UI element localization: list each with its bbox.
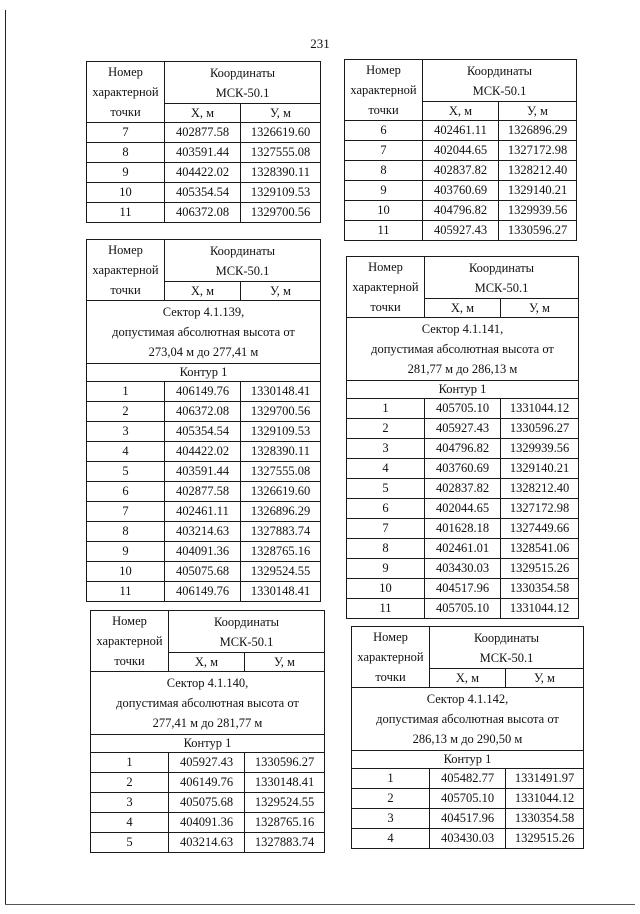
table-row: 11 405705.10 1331044.12	[347, 599, 579, 619]
page-number: 231	[310, 36, 330, 51]
table-row: 3 404517.96 1330354.58	[352, 809, 584, 829]
table-row: 10 404517.96 1330354.58	[347, 579, 579, 599]
table-row: 5 403214.63 1327883.74	[91, 833, 325, 853]
x-header: Х, м	[430, 669, 506, 688]
coordinates-header: Координаты МСК-50.1	[169, 611, 325, 653]
table-row: 4 403760.69 1329140.21	[347, 459, 579, 479]
table-row: 4 403430.03 1329515.26	[352, 829, 584, 849]
x-header: Х, м	[165, 282, 241, 301]
table-row: 9 404091.36 1328765.16	[87, 542, 321, 562]
coordinates-header: Координаты МСК-50.1	[423, 60, 577, 102]
y-header: У, м	[241, 282, 321, 301]
coordinates-table	[351, 626, 584, 849]
table-row: 6 402044.65 1327172.98	[347, 499, 579, 519]
table-row: 1 405482.77 1331491.97	[352, 769, 584, 789]
table-row: 9 403430.03 1329515.26	[347, 559, 579, 579]
table-row: 8 403214.63 1327883.74	[87, 522, 321, 542]
table-row: 6 402461.11 1326896.29	[345, 121, 577, 141]
table-row: 2 406372.08 1329700.56	[87, 402, 321, 422]
page-frame-bottom	[5, 904, 635, 905]
contour-label: Контур 1	[352, 751, 584, 769]
x-header: Х, м	[169, 653, 245, 672]
contour-label: Контур 1	[347, 381, 579, 399]
table-row: 4 404091.36 1328765.16	[91, 813, 325, 833]
table-row: 10 404796.82 1329939.56	[345, 201, 577, 221]
coordinates-table	[86, 239, 321, 602]
contour-label: Контур 1	[91, 735, 325, 753]
point-number-header: Номер характерной точки	[345, 60, 423, 121]
point-number-header: Номер характерной точки	[352, 627, 430, 688]
table-row: 1 405927.43 1330596.27	[91, 753, 325, 773]
table-row: 5 403591.44 1327555.08	[87, 462, 321, 482]
coordinates-table	[346, 256, 579, 619]
point-number-header: Номер характерной точки	[347, 257, 425, 318]
point-number-header: Номер характерной точки	[87, 62, 165, 123]
coordinates-table	[344, 59, 577, 241]
x-header: Х, м	[425, 299, 501, 318]
table-row: 2 405705.10 1331044.12	[352, 789, 584, 809]
coordinates-header: Координаты МСК-50.1	[425, 257, 579, 299]
table-row: 11 405927.43 1330596.27	[345, 221, 577, 241]
point-number-header: Номер характерной точки	[91, 611, 169, 672]
x-header: Х, м	[165, 104, 241, 123]
table-row: 3 405354.54 1329109.53	[87, 422, 321, 442]
table-row: 3 405075.68 1329524.55	[91, 793, 325, 813]
table-row: 1 406149.76 1330148.41	[87, 382, 321, 402]
table-row: 7 402044.65 1327172.98	[345, 141, 577, 161]
table-row: 6 402877.58 1326619.60	[87, 482, 321, 502]
table-row: 2 405927.43 1330596.27	[347, 419, 579, 439]
table-row: 9 403760.69 1329140.21	[345, 181, 577, 201]
table-row: 4 404422.02 1328390.11	[87, 442, 321, 462]
coordinates-table	[86, 61, 321, 223]
coordinates-header: Координаты МСК-50.1	[430, 627, 584, 669]
sector-description: Сектор 4.1.142, допустимая абсолютная высота от 286,13 м до 290,50 м	[352, 688, 584, 751]
table-row: 8 403591.44 1327555.08	[87, 143, 321, 163]
coordinates-header: Координаты МСК-50.1	[165, 240, 321, 282]
y-header: У, м	[241, 104, 321, 123]
table-row: 3 404796.82 1329939.56	[347, 439, 579, 459]
x-header: Х, м	[423, 102, 499, 121]
coordinates-table	[90, 610, 325, 853]
sector-description: Сектор 4.1.140, допустимая абсолютная высота от 277,41 м до 281,77 м	[91, 672, 325, 735]
contour-label: Контур 1	[87, 364, 321, 382]
table-row: 8 402461.01 1328541.06	[347, 539, 579, 559]
table-row: 1 405705.10 1331044.12	[347, 399, 579, 419]
table-row: 2 406149.76 1330148.41	[91, 773, 325, 793]
table-row: 10 405354.54 1329109.53	[87, 183, 321, 203]
table-row: 7 401628.18 1327449.66	[347, 519, 579, 539]
table-row: 7 402461.11 1326896.29	[87, 502, 321, 522]
table-row: 9 404422.02 1328390.11	[87, 163, 321, 183]
y-header: У, м	[245, 653, 325, 672]
table-row: 10 405075.68 1329524.55	[87, 562, 321, 582]
sector-description: Сектор 4.1.139, допустимая абсолютная высота от 273,04 м до 277,41 м	[87, 301, 321, 364]
table-row: 11 406149.76 1330148.41	[87, 582, 321, 602]
y-header: У, м	[499, 102, 577, 121]
table-row: 11 406372.08 1329700.56	[87, 203, 321, 223]
table-row: 5 402837.82 1328212.40	[347, 479, 579, 499]
y-header: У, м	[506, 669, 584, 688]
table-row: 8 402837.82 1328212.40	[345, 161, 577, 181]
sector-description: Сектор 4.1.141, допустимая абсолютная высота от 281,77 м до 286,13 м	[347, 318, 579, 381]
table-row: 7 402877.58 1326619.60	[87, 123, 321, 143]
page-frame-left	[5, 10, 6, 905]
coordinates-header: Координаты МСК-50.1	[165, 62, 321, 104]
point-number-header: Номер характерной точки	[87, 240, 165, 301]
y-header: У, м	[501, 299, 579, 318]
